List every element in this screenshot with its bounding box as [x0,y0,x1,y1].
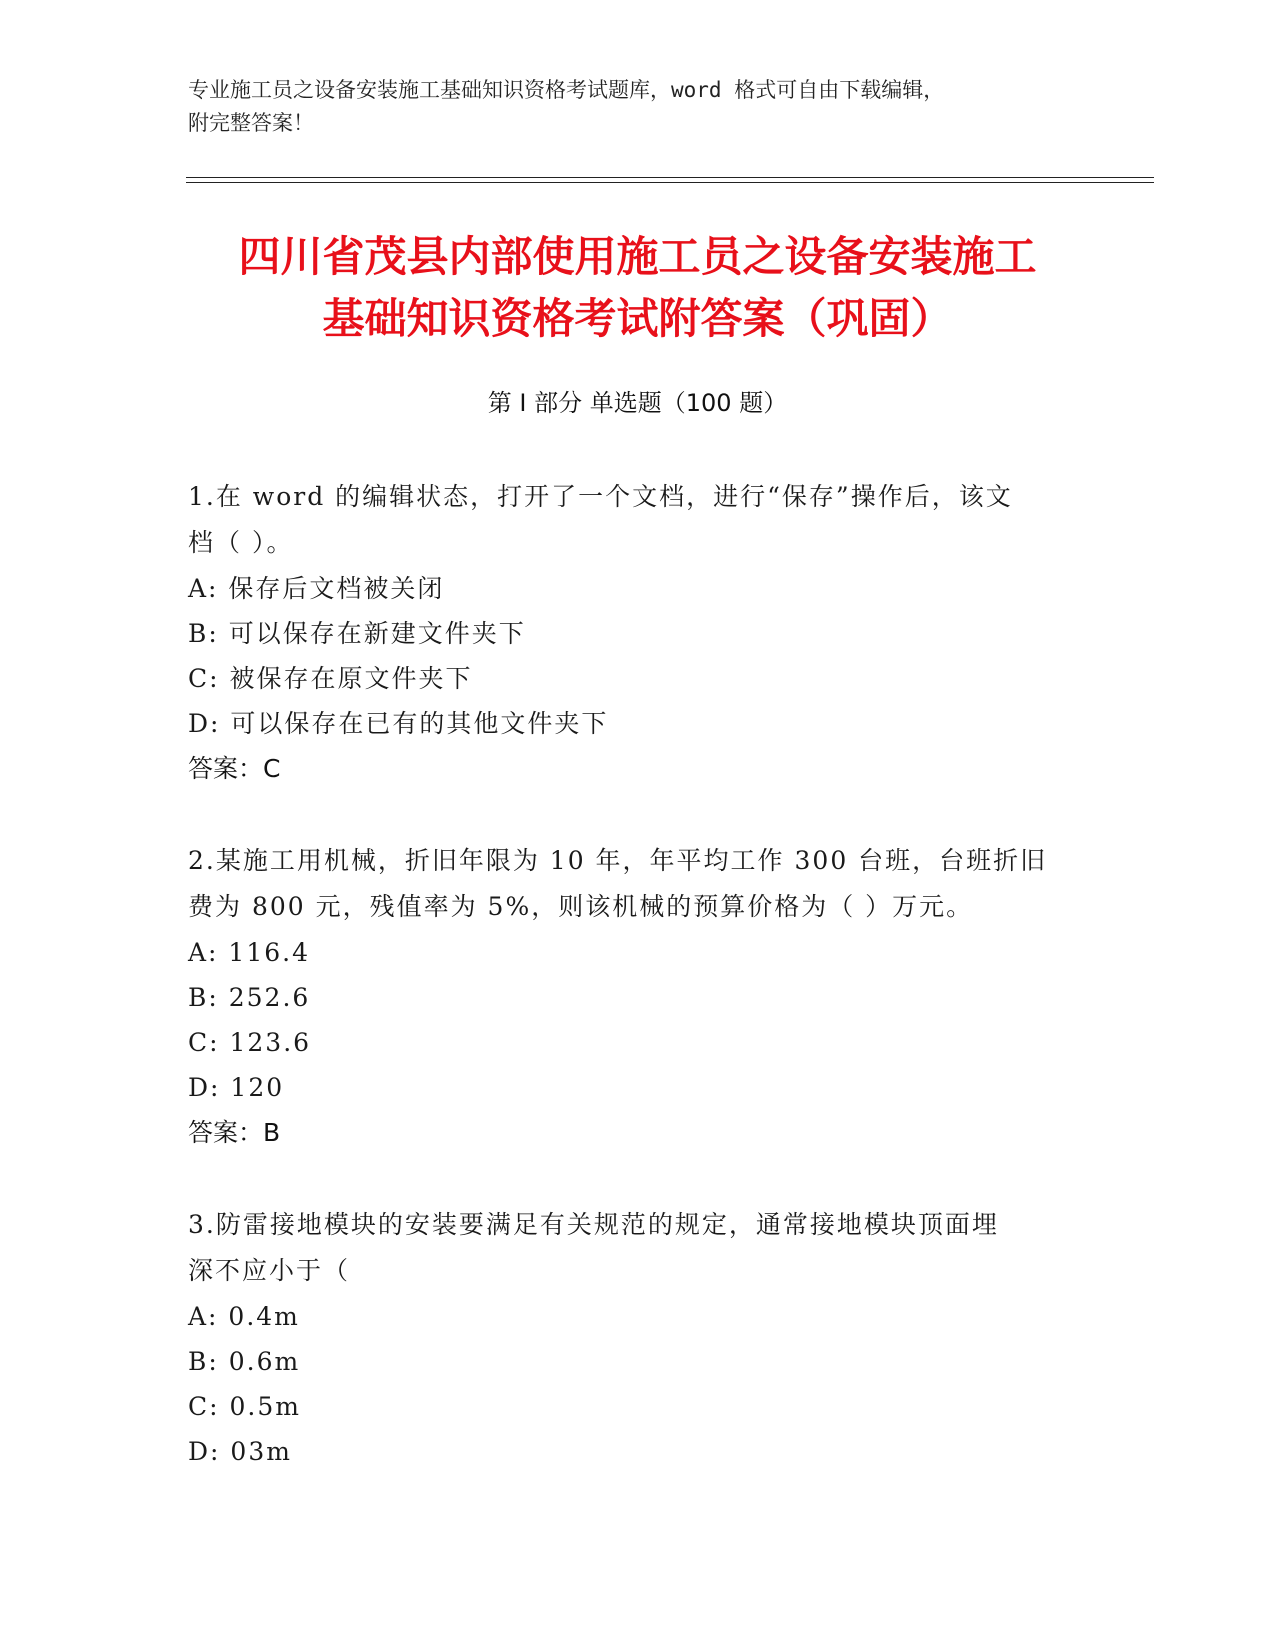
header-note-line: 专业施工员之设备安装施工基础知识资格考试题库，word 格式可自由下载编辑， [188,78,945,102]
document-title-line: 基础知识资格考试附答案（巩固） [322,294,953,343]
question-2 [188,838,1088,1156]
option-b: B: 252.6 [188,983,311,1012]
question-stem-line: 费为 800 元，残值率为 5%，则该机械的预算价格为（ ）万元。 [188,892,974,921]
question-stem-line: 2.某施工用机械，折旧年限为 10 年，年平均工作 300 台班，台班折旧 [188,846,1048,875]
section-heading: 第 I 部分 单选题（100 题） [487,389,788,417]
option-d: D: 120 [188,1073,285,1102]
option-a: A: 0.4m [188,1302,300,1331]
question-stem [188,474,1088,566]
option-b: B: 可以保存在新建文件夹下 [188,619,526,648]
question-1 [188,474,1088,792]
question-stem-line: 1.在 word 的编辑状态，打开了一个文档，进行“保存”操作后，该文 [188,482,1013,511]
header-note [188,74,1088,140]
question-stem [188,1202,1088,1294]
question-stem-line: 深不应小于（ [188,1256,351,1285]
question-stem-line: 3.防雷接地模块的安装要满足有关规范的规定，通常接地模块顶面埋 [188,1210,999,1239]
answer: 答案：C [188,754,281,783]
option-c: C: 123.6 [188,1028,312,1057]
answer: 答案：B [188,1118,281,1147]
option-a: A: 116.4 [188,938,310,967]
option-c: C: 被保存在原文件夹下 [188,664,473,693]
option-d: D: 03m [188,1437,292,1466]
question-3 [188,1202,1088,1474]
document-title [150,226,1125,350]
option-a: A: 保存后文档被关闭 [188,574,445,603]
option-d: D: 可以保存在已有的其他文件夹下 [188,709,609,738]
document-title-line: 四川省茂县内部使用施工员之设备安装施工 [238,232,1037,281]
option-c: C: 0.5m [188,1392,301,1421]
header-divider-top [186,177,1154,178]
header-divider-bottom [186,182,1154,183]
question-stem [188,838,1088,930]
header-note-line: 附完整答案！ [188,111,314,135]
option-b: B: 0.6m [188,1347,301,1376]
question-stem-line: 档（ ）。 [188,528,294,557]
